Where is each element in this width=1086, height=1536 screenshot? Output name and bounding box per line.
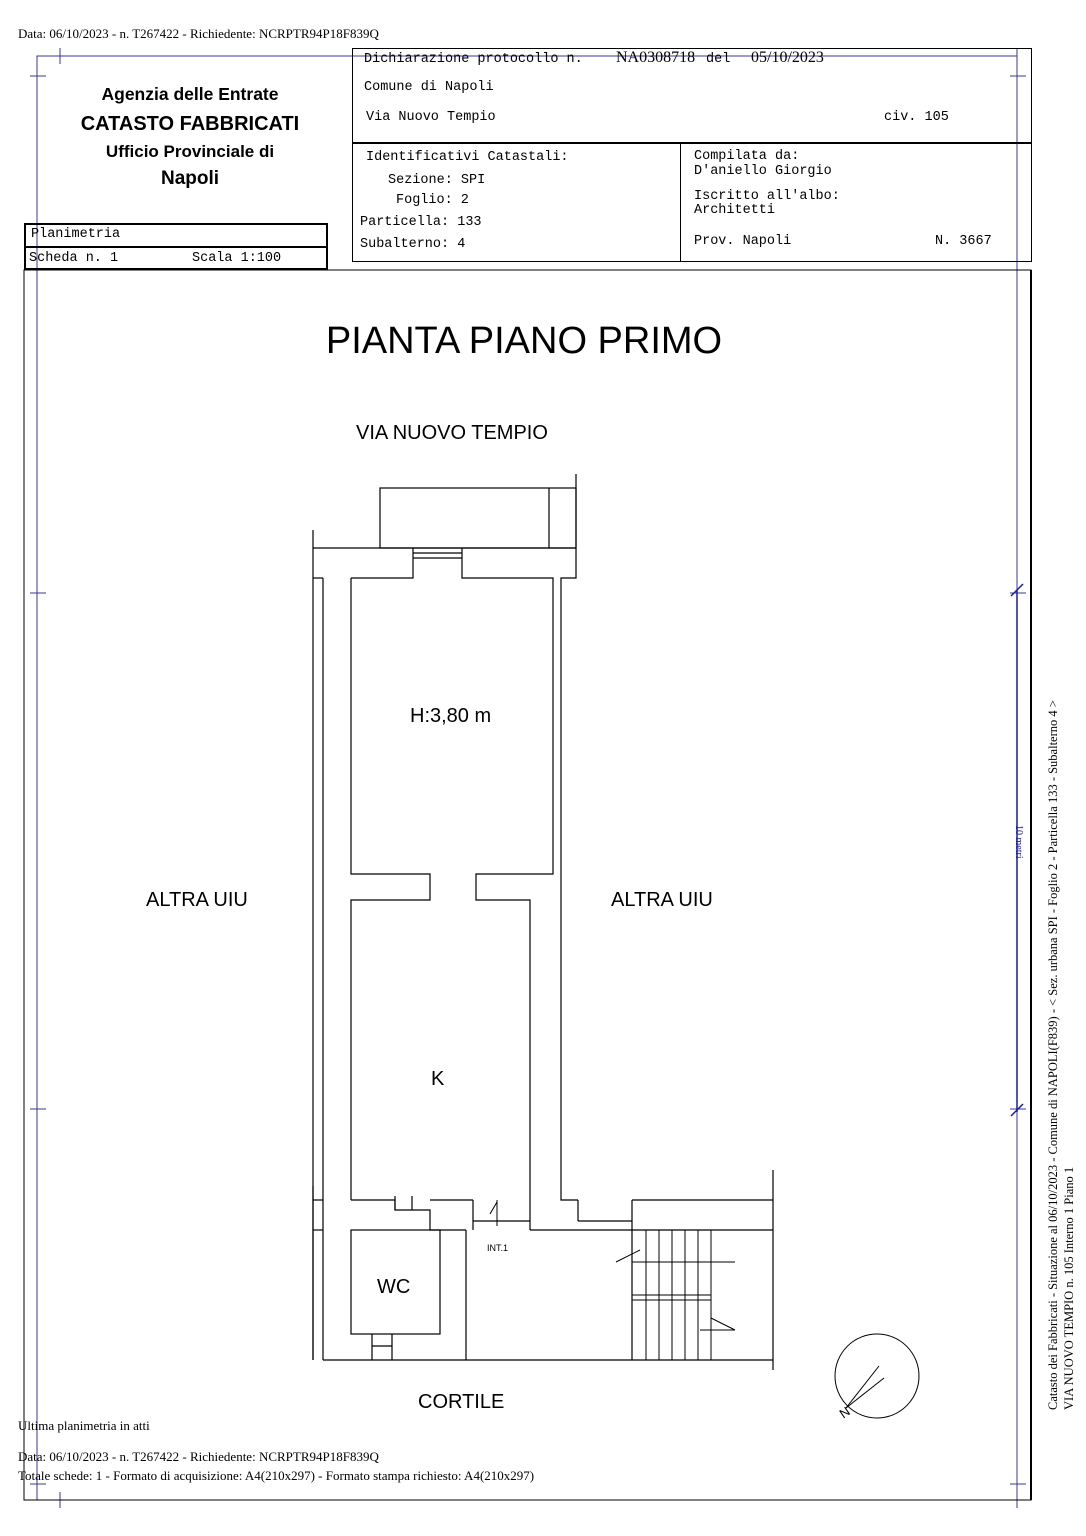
- int-marker: [490, 1200, 497, 1226]
- top-request-line: Data: 06/10/2023 - n. T267422 - Richiedente: NCRPTR94P18F839Q: [18, 26, 379, 41]
- north-label: N: [836, 1403, 853, 1422]
- courtyard-label: CORTILE: [418, 1391, 505, 1413]
- floor-plan-walls: [313, 474, 773, 1370]
- foglio-label: Foglio: 2: [396, 193, 469, 208]
- protocollo-number: NA0308718: [616, 49, 696, 66]
- prov-label: Prov. Napoli: [694, 234, 792, 249]
- particella-label: Particella: 133: [360, 215, 482, 230]
- civico-label: civ. 105: [884, 110, 949, 125]
- plan-title: PIANTA PIANO PRIMO: [325, 320, 723, 362]
- scheda-label: Scheda n. 1: [29, 251, 119, 266]
- room-wc-label: WC: [377, 1276, 411, 1298]
- via-label: Via Nuovo Tempio: [366, 110, 496, 125]
- del-label: del: [706, 52, 731, 67]
- planimetria-label: Planimetria: [31, 227, 121, 242]
- side-address-line: VIA NUOVO TEMPIO n. 105 Interno 1 Piano 1: [1062, 1166, 1076, 1410]
- compilatore-name: D'aniello Giorgio: [694, 164, 832, 179]
- scale-bar-label: 10 metri: [1013, 825, 1024, 859]
- subalterno-label: Subalterno: 4: [360, 237, 466, 252]
- numero-label: N. 3667: [935, 234, 992, 249]
- dichiarazione-label: Dichiarazione protocollo n.: [364, 52, 583, 67]
- height-label: H:3,80 m: [410, 705, 492, 727]
- compilata-label: Compilata da:: [694, 149, 800, 164]
- dichiarazione-date: 05/10/2023: [751, 49, 824, 66]
- iscritto-label: Iscritto all'albo:: [694, 189, 840, 204]
- footer-format-line: Totale schede: 1 - Formato di acquisizione: A4(210x297) - Formato stampa richiesto: A4(210x297): [18, 1468, 535, 1483]
- room-k-label: K: [431, 1068, 445, 1090]
- catasto-title: CATASTO FABBRICATI: [80, 113, 300, 135]
- identificativi-divider: [680, 143, 681, 262]
- altra-uiu-right: ALTRA UIU: [611, 889, 713, 911]
- agency-name: Agenzia delle Entrate: [101, 84, 279, 104]
- ufficio-label: Ufficio Provinciale di: [105, 142, 275, 161]
- north-compass: [835, 1334, 919, 1418]
- albo-value: Architetti: [694, 203, 776, 218]
- ufficio-city: Napoli: [160, 168, 220, 189]
- street-label: VIA NUOVO TEMPIO: [356, 422, 548, 444]
- altra-uiu-left: ALTRA UIU: [146, 889, 248, 911]
- planimetria-divider: [24, 246, 328, 248]
- comune-label: Comune di Napoli: [364, 80, 494, 95]
- identificativi-label: Identificativi Catastali:: [366, 150, 569, 165]
- int-label: INT.1: [487, 1243, 509, 1253]
- sezione-label: Sezione: SPI: [388, 173, 486, 188]
- stairs: [616, 1230, 735, 1360]
- scala-label: Scala 1:100: [192, 251, 282, 266]
- footer-request-line: Data: 06/10/2023 - n. T267422 - Richiedente: NCRPTR94P18F839Q: [18, 1449, 379, 1464]
- side-catasto-line: Catasto dei Fabbricati - Situazione al 06/10/2023 - Comune di NAPOLI(F839) - < Sez. urbana SPI - Foglio 2 - Particella 133 - Subalterno 4 >: [1046, 700, 1060, 1410]
- ultima-planimetria: Ultima planimetria in atti: [18, 1418, 150, 1433]
